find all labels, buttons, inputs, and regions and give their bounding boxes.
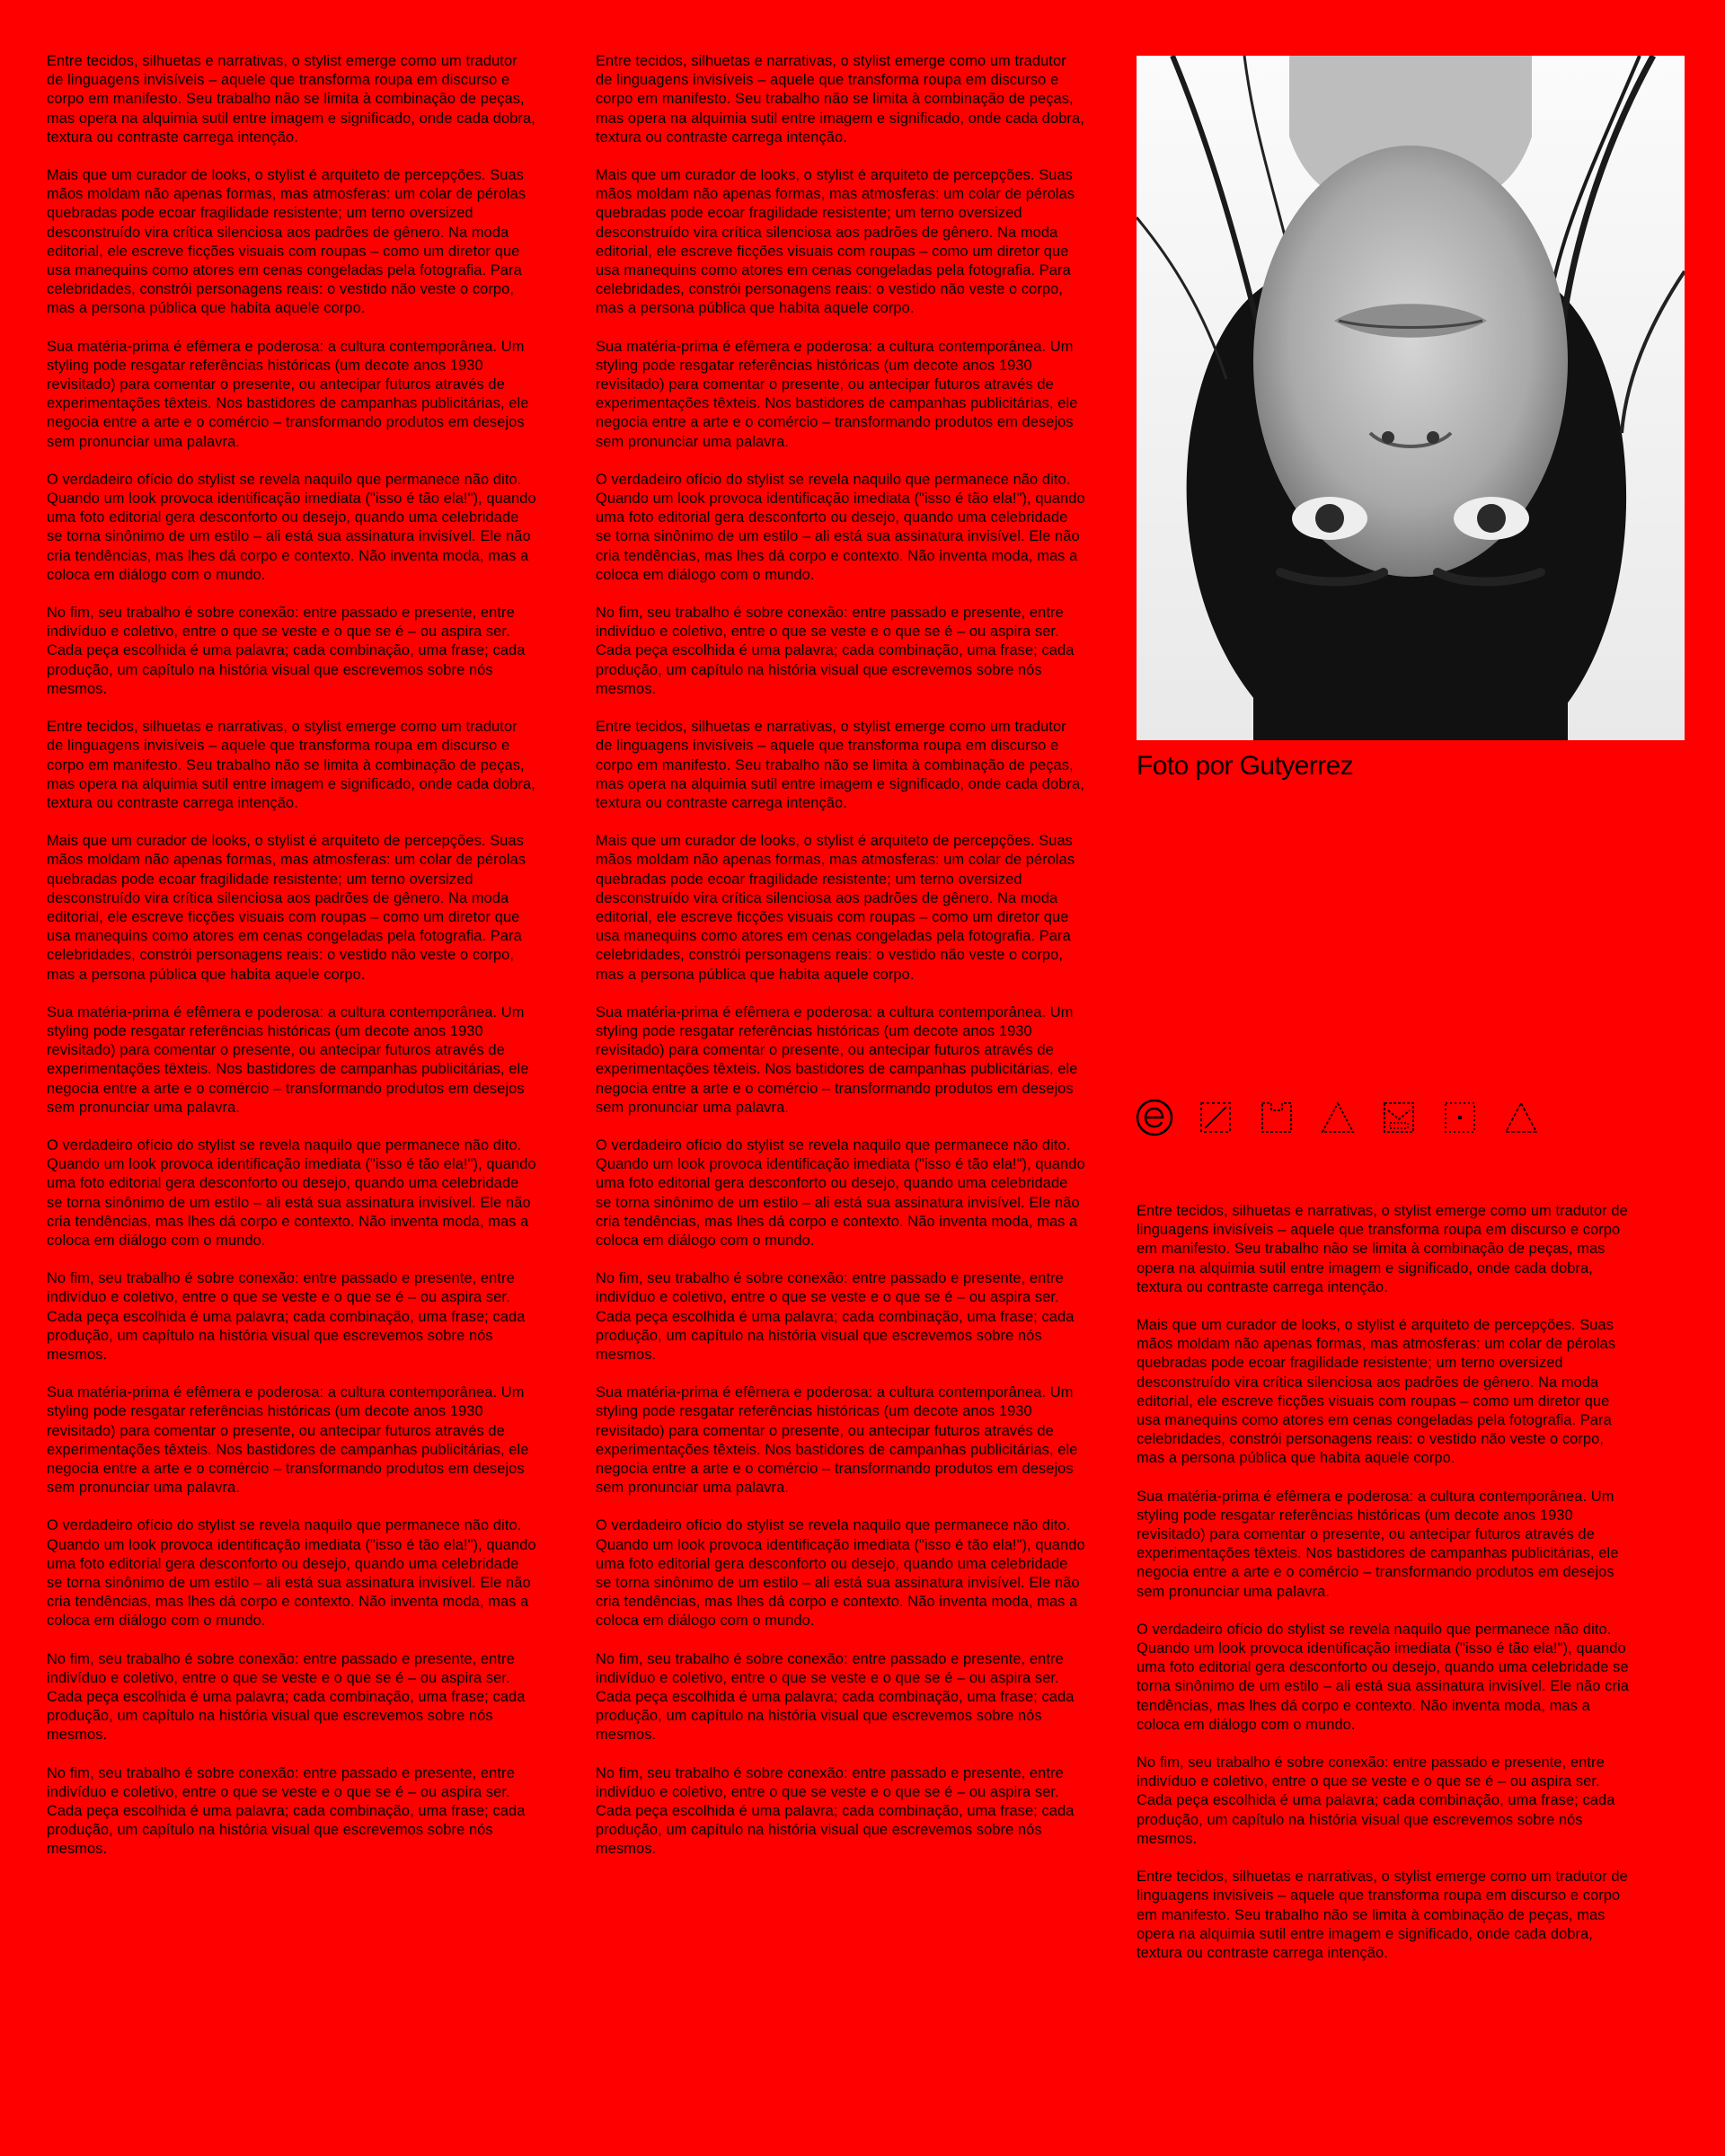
paragraph: No fim, seu trabalho é sobre conexão: entre passado e presente, entre indivíduo e coletivo, entre o que se veste e o que se é – ou aspira ser. Cada peça escolhida é uma palavra; cada combinação, uma frase; cada produção, um capítulo na história visual que escrevemos sobre nós mesmos. bbox=[1137, 1754, 1615, 1847]
paragraph: No fim, seu trabalho é sobre conexão: entre passado e presente, entre indivíduo e coletivo, entre o que se veste e o que se é – ou aspira ser. Cada peça escolhida é uma palavra; cada combinação, uma frase; cada produção, um capítulo na história visual que escrevemos sobre nós mesmos. bbox=[596, 1650, 1075, 1744]
dotted-square-icon bbox=[1440, 1098, 1480, 1137]
paragraph: Entre tecidos, silhuetas e narrativas, o stylist emerge como um tradutor de linguagens invisíveis – aquele que transforma roupa em discurso e corpo em manifesto. Seu trabalho não se limita à combinação de peças, mas opera na alquimia sutil entre imagem e significado, onde cada dobra, textura ou contraste carrega intenção. bbox=[47, 53, 535, 146]
portrait-photo bbox=[1137, 56, 1685, 740]
paragraph: O verdadeiro ofício do stylist se revela naquilo que permanece não dito. Quando um look provoca identificação imediata ("isso é tão ela!"), quando uma foto editorial gera desconforto ou desejo, quando uma celebridade se torna sinônimo de um estilo – ali está sua assinatura invisível. Ele não cria tendências, mas lhes dá corpo e contexto. Não inventa moda, mas a coloca em diálogo com o mundo. bbox=[47, 1517, 536, 1630]
paragraph: Sua matéria-prima é efêmera e poderosa: a cultura contemporânea. Um styling pode resgatar referências históricas (um decote anos 1930 revisitado) para comentar o presente, ou antecipar futuros através de experimentações têxteis. Nos bastidores de campanhas publicitárias, ele negocia entre a arte e o comércio – transformando produtos em desejos sem pronunciar uma palavra. bbox=[47, 338, 529, 450]
paragraph: No fim, seu trabalho é sobre conexão: entre passado e presente, entre indivíduo e coletivo, entre o que se veste e o que se é – ou aspira ser. Cada peça escolhida é uma palavra; cada combinação, uma frase; cada produção, um capítulo na história visual que escrevemos sobre nós mesmos. bbox=[47, 605, 526, 697]
paragraph: No fim, seu trabalho é sobre conexão: entre passado e presente, entre indivíduo e coletivo, entre o que se veste e o que se é – ou aspira ser. Cada peça escolhida é uma palavra; cada combinação, uma frase; cada produção, um capítulo na história visual que escrevemos sobre nós mesmos. bbox=[47, 1650, 526, 1744]
paragraph: No fim, seu trabalho é sobre conexão: entre passado e presente, entre indivíduo e coletivo, entre o que se veste e o que se é – ou aspira ser. Cada peça escolhida é uma palavra; cada combinação, uma frase; cada produção, um capítulo na história visual que escrevemos sobre nós mesmos. bbox=[596, 605, 1075, 697]
paragraph: O verdadeiro ofício do stylist se revela naquilo que permanece não dito. Quando um look provoca identificação imediata ("isso é tão ela!"), quando uma foto editorial gera desconforto ou desejo, quando uma celebridade se torna sinônimo de um estilo – ali está sua assinatura invisível. Ele não cria tendências, mas lhes dá corpo e contexto. Não inventa moda, mas a coloca em diálogo com o mundo. bbox=[47, 471, 536, 583]
paragraph: Sua matéria-prima é efêmera e poderosa: a cultura contemporânea. Um styling pode resgatar referências históricas (um decote anos 1930 revisitado) para comentar o presente, ou antecipar futuros através de experimentações têxteis. Nos bastidores de campanhas publicitárias, ele negocia entre a arte e o comércio – transformando produtos em desejos sem pronunciar uma palavra. bbox=[47, 1003, 529, 1116]
paragraph: Entre tecidos, silhuetas e narrativas, o stylist emerge como um tradutor de linguagens invisíveis – aquele que transforma roupa em discurso e corpo em manifesto. Seu trabalho não se limita à combinação de peças, mas opera na alquimia sutil entre imagem e significado, onde cada dobra, textura ou contraste carrega intenção. bbox=[1137, 1869, 1628, 1961]
paragraph: Mais que um curador de looks, o stylist é arquiteto de percepções. Suas mãos moldam não apenas formas, mas atmosferas: um colar de pérolas quebradas pode ecoar fragilidade resistente; um terno oversized desconstruído vira crítica silenciosa aos padrões de gênero. Na moda editorial, ele escreve ficções visuais com roupas – como um diretor que usa manequins como atores em cenas congeladas pela fotografia. Para celebridades, constrói personagens reais: o vestido não veste o corpo, mas a persona pública que habita aquele corpo. bbox=[47, 167, 526, 317]
paragraph: Mais que um curador de looks, o stylist é arquiteto de percepções. Suas mãos moldam não apenas formas, mas atmosferas: um colar de pérolas quebradas pode ecoar fragilidade resistente; um terno oversized desconstruído vira crítica silenciosa aos padrões de gênero. Na moda editorial, ele escreve ficções visuais com roupas – como um diretor que usa manequins como atores em cenas congeladas pela fotografia. Para celebridades, constrói personagens reais: o vestido não veste o corpo, mas a persona pública que habita aquele corpo. bbox=[596, 833, 1075, 983]
paragraph: No fim, seu trabalho é sobre conexão: entre passado e presente, entre indivíduo e coletivo, entre o que se veste e o que se é – ou aspira ser. Cada peça escolhida é uma palavra; cada combinação, uma frase; cada produção, um capítulo na história visual que escrevemos sobre nós mesmos. bbox=[47, 1764, 526, 1858]
paragraph: No fim, seu trabalho é sobre conexão: entre passado e presente, entre indivíduo e coletivo, entre o que se veste e o que se é – ou aspira ser. Cada peça escolhida é uma palavra; cada combinação, uma frase; cada produção, um capítulo na história visual que escrevemos sobre nós mesmos. bbox=[47, 1270, 526, 1363]
paragraph: No fim, seu trabalho é sobre conexão: entre passado e presente, entre indivíduo e coletivo, entre o que se veste e o que se é – ou aspira ser. Cada peça escolhida é uma palavra; cada combinação, uma frase; cada produção, um capítulo na história visual que escrevemos sobre nós mesmos. bbox=[596, 1270, 1075, 1363]
paragraph: Entre tecidos, silhuetas e narrativas, o stylist emerge como um tradutor de linguagens invisíveis – aquele que transforma roupa em discurso e corpo em manifesto. Seu trabalho não se limita à combinação de peças, mas opera na alquimia sutil entre imagem e significado, onde cada dobra, textura ou contraste carrega intenção. bbox=[47, 719, 535, 811]
text-column-right bbox=[1137, 1202, 1631, 1982]
paragraph: Entre tecidos, silhuetas e narrativas, o stylist emerge como um tradutor de linguagens invisíveis – aquele que transforma roupa em discurso e corpo em manifesto. Seu trabalho não se limita à combinação de peças, mas opera na alquimia sutil entre imagem e significado, onde cada dobra, textura ou contraste carrega intenção. bbox=[596, 53, 1084, 146]
paragraph: O verdadeiro ofício do stylist se revela naquilo que permanece não dito. Quando um look provoca identificação imediata ("isso é tão ela!"), quando uma foto editorial gera desconforto ou desejo, quando uma celebridade se torna sinônimo de um estilo – ali está sua assinatura invisível. Ele não cria tendências, mas lhes dá corpo e contexto. Não inventa moda, mas a coloca em diálogo com o mundo. bbox=[47, 1136, 536, 1249]
glyph-row bbox=[1135, 1098, 1541, 1137]
paragraph: Mais que um curador de looks, o stylist é arquiteto de percepções. Suas mãos moldam não apenas formas, mas atmosferas: um colar de pérolas quebradas pode ecoar fragilidade resistente; um terno oversized desconstruído vira crítica silenciosa aos padrões de gênero. Na moda editorial, ele escreve ficções visuais com roupas – como um diretor que usa manequins como atores em cenas congeladas pela fotografia. Para celebridades, constrói personagens reais: o vestido não veste o corpo, mas a persona pública que habita aquele corpo. bbox=[596, 167, 1075, 317]
text-column-left bbox=[47, 52, 536, 1878]
paragraph: Sua matéria-prima é efêmera e poderosa: a cultura contemporânea. Um styling pode resgatar referências históricas (um decote anos 1930 revisitado) para comentar o presente, ou antecipar futuros através de experimentações têxteis. Nos bastidores de campanhas publicitárias, ele negocia entre a arte e o comércio – transformando produtos em desejos sem pronunciar uma palavra. bbox=[596, 1384, 1078, 1497]
notched-square-icon bbox=[1257, 1098, 1296, 1137]
paragraph: Sua matéria-prima é efêmera e poderosa: a cultura contemporânea. Um styling pode resgatar referências históricas (um decote anos 1930 revisitado) para comentar o presente, ou antecipar futuros através de experimentações têxteis. Nos bastidores de campanhas publicitárias, ele negocia entre a arte e o comércio – transformando produtos em desejos sem pronunciar uma palavra. bbox=[596, 338, 1078, 450]
mail-square-icon bbox=[1379, 1098, 1419, 1137]
paragraph: Entre tecidos, silhuetas e narrativas, o stylist emerge como um tradutor de linguagens invisíveis – aquele que transforma roupa em discurso e corpo em manifesto. Seu trabalho não se limita à combinação de peças, mas opera na alquimia sutil entre imagem e significado, onde cada dobra, textura ou contraste carrega intenção. bbox=[596, 719, 1084, 811]
paragraph: O verdadeiro ofício do stylist se revela naquilo que permanece não dito. Quando um look provoca identificação imediata ("isso é tão ela!"), quando uma foto editorial gera desconforto ou desejo, quando uma celebridade se torna sinônimo de um estilo – ali está sua assinatura invisível. Ele não cria tendências, mas lhes dá corpo e contexto. Não inventa moda, mas a coloca em diálogo com o mundo. bbox=[596, 471, 1085, 583]
portrait-illustration bbox=[1137, 56, 1685, 740]
paragraph: Mais que um curador de looks, o stylist é arquiteto de percepções. Suas mãos moldam não apenas formas, mas atmosferas: um colar de pérolas quebradas pode ecoar fragilidade resistente; um terno oversized desconstruído vira crítica silenciosa aos padrões de gênero. Na moda editorial, ele escreve ficções visuais com roupas – como um diretor que usa manequins como atores em cenas congeladas pela fotografia. Para celebridades, constrói personagens reais: o vestido não veste o corpo, mas a persona pública que habita aquele corpo. bbox=[1137, 1317, 1616, 1467]
outline-triangle-icon bbox=[1501, 1098, 1541, 1137]
text-column-middle bbox=[596, 52, 1085, 1878]
e-logo-icon bbox=[1135, 1098, 1174, 1137]
slash-square-icon bbox=[1196, 1098, 1235, 1137]
paragraph: Sua matéria-prima é efêmera e poderosa: a cultura contemporânea. Um styling pode resgatar referências históricas (um decote anos 1930 revisitado) para comentar o presente, ou antecipar futuros através de experimentações têxteis. Nos bastidores de campanhas publicitárias, ele negocia entre a arte e o comércio – transformando produtos em desejos sem pronunciar uma palavra. bbox=[1137, 1488, 1619, 1600]
dotted-triangle-icon bbox=[1318, 1098, 1358, 1137]
paragraph: O verdadeiro ofício do stylist se revela naquilo que permanece não dito. Quando um look provoca identificação imediata ("isso é tão ela!"), quando uma foto editorial gera desconforto ou desejo, quando uma celebridade se torna sinônimo de um estilo – ali está sua assinatura invisível. Ele não cria tendências, mas lhes dá corpo e contexto. Não inventa moda, mas a coloca em diálogo com o mundo. bbox=[596, 1517, 1085, 1630]
paragraph: O verdadeiro ofício do stylist se revela naquilo que permanece não dito. Quando um look provoca identificação imediata ("isso é tão ela!"), quando uma foto editorial gera desconforto ou desejo, quando uma celebridade se torna sinônimo de um estilo – ali está sua assinatura invisível. Ele não cria tendências, mas lhes dá corpo e contexto. Não inventa moda, mas a coloca em diálogo com o mundo. bbox=[596, 1136, 1085, 1249]
paragraph: No fim, seu trabalho é sobre conexão: entre passado e presente, entre indivíduo e coletivo, entre o que se veste e o que se é – ou aspira ser. Cada peça escolhida é uma palavra; cada combinação, uma frase; cada produção, um capítulo na história visual que escrevemos sobre nós mesmos. bbox=[596, 1764, 1075, 1858]
paragraph: Mais que um curador de looks, o stylist é arquiteto de percepções. Suas mãos moldam não apenas formas, mas atmosferas: um colar de pérolas quebradas pode ecoar fragilidade resistente; um terno oversized desconstruído vira crítica silenciosa aos padrões de gênero. Na moda editorial, ele escreve ficções visuais com roupas – como um diretor que usa manequins como atores em cenas congeladas pela fotografia. Para celebridades, constrói personagens reais: o vestido não veste o corpo, mas a persona pública que habita aquele corpo. bbox=[47, 833, 526, 983]
paragraph: O verdadeiro ofício do stylist se revela naquilo que permanece não dito. Quando um look provoca identificação imediata ("isso é tão ela!"), quando uma foto editorial gera desconforto ou desejo, quando uma celebridade se torna sinônimo de um estilo – ali está sua assinatura invisível. Ele não cria tendências, mas lhes dá corpo e contexto. Não inventa moda, mas a coloca em diálogo com o mundo. bbox=[1137, 1621, 1629, 1733]
photo-caption: Foto por Gutyerrez bbox=[1137, 751, 1353, 781]
paragraph: Sua matéria-prima é efêmera e poderosa: a cultura contemporânea. Um styling pode resgatar referências históricas (um decote anos 1930 revisitado) para comentar o presente, ou antecipar futuros através de experimentações têxteis. Nos bastidores de campanhas publicitárias, ele negocia entre a arte e o comércio – transformando produtos em desejos sem pronunciar uma palavra. bbox=[596, 1003, 1078, 1116]
paragraph: Sua matéria-prima é efêmera e poderosa: a cultura contemporânea. Um styling pode resgatar referências históricas (um decote anos 1930 revisitado) para comentar o presente, ou antecipar futuros através de experimentações têxteis. Nos bastidores de campanhas publicitárias, ele negocia entre a arte e o comércio – transformando produtos em desejos sem pronunciar uma palavra. bbox=[47, 1384, 529, 1497]
paragraph: Entre tecidos, silhuetas e narrativas, o stylist emerge como um tradutor de linguagens invisíveis – aquele que transforma roupa em discurso e corpo em manifesto. Seu trabalho não se limita à combinação de peças, mas opera na alquimia sutil entre imagem e significado, onde cada dobra, textura ou contraste carrega intenção. bbox=[1137, 1203, 1628, 1295]
